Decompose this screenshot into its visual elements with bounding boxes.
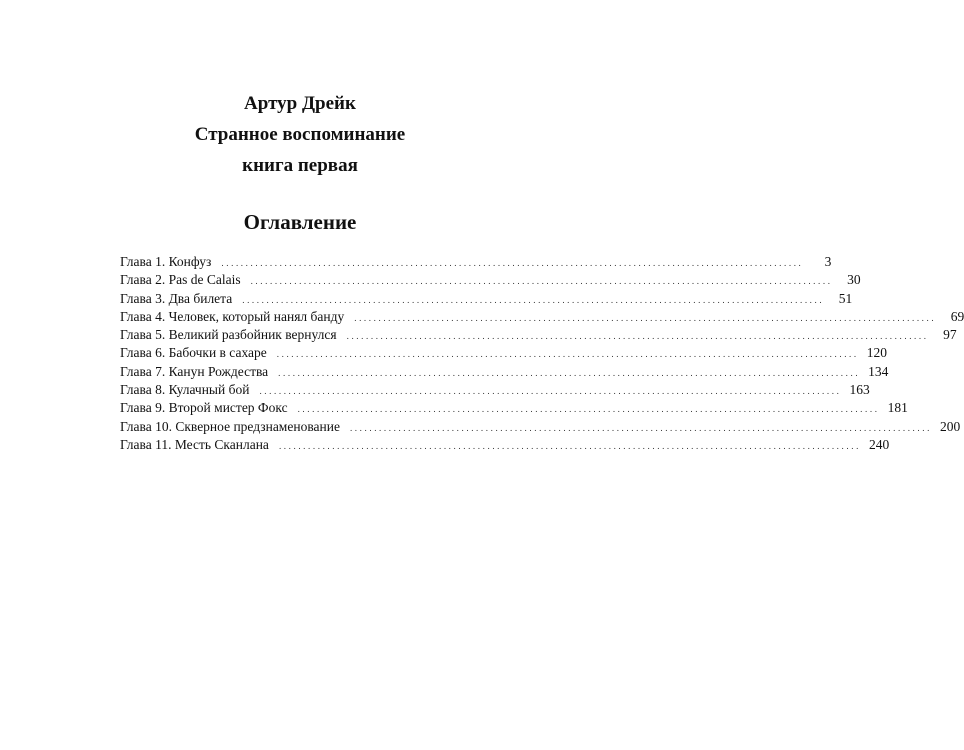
toc-entry-title: Глава 3. Два билета: [120, 290, 233, 306]
toc-entry-page: 134: [868, 363, 889, 379]
toc-entry-title: Глава 1. Конфуз: [120, 254, 212, 269]
toc-entry-title: Глава 10. Скверное предзнаменование: [120, 418, 340, 434]
toc-entry: [120, 345, 887, 363]
toc-entry: [120, 254, 832, 272]
toc-entry-title: Глава 9. Второй мистер Фокс: [120, 400, 288, 416]
toc-entry-title: Глава 4. Человек, который нанял банду: [120, 308, 345, 324]
author-name: Артур Дрейк: [244, 93, 356, 114]
toc-entry: [120, 400, 908, 418]
toc-entry-title: Глава 11. Месть Сканлана: [120, 436, 269, 452]
toc-leader-dots: ........................................................................................................................: [346, 331, 929, 342]
title-block: [0, 88, 600, 181]
toc-entry-page: 240: [868, 436, 890, 452]
toc-entry: [120, 382, 870, 400]
toc-entry: [120, 290, 853, 309]
toc-entry-page: 200: [939, 418, 961, 434]
toc-leader-dots: ........................................................................................................................: [250, 276, 833, 287]
toc-leader-dots: ........................................................................................................................: [297, 404, 880, 415]
toc-leader-dots: ........................................................................................................................: [276, 349, 859, 360]
toc-entry-title: Глава 5. Великий разбойник вернулся: [120, 327, 337, 343]
toc-entry-page: 3: [824, 254, 832, 269]
book-subtitle: книга первая: [242, 155, 358, 176]
toc-entry-page: 97: [943, 327, 957, 343]
toc-entry-page: 51: [838, 290, 853, 306]
toc-entry-page: 69: [950, 308, 964, 324]
toc-leader-dots: ........................................................................................................................: [221, 258, 804, 268]
toc-leader-dots: ........................................................................................................................: [349, 422, 932, 433]
toc-leader-dots: ........................................................................................................................: [278, 367, 861, 378]
toc-entry: [120, 363, 889, 382]
book-title: Странное воспоминание: [194, 124, 406, 145]
toc-entry-page: 181: [887, 400, 908, 416]
toc-heading: Оглавление: [243, 210, 357, 234]
toc-entry-page: 30: [847, 272, 861, 288]
toc-entry-title: Глава 6. Бабочки в сахаре: [120, 345, 267, 361]
toc-entry: [120, 308, 964, 327]
toc-leader-dots: ........................................................................................................................: [278, 440, 861, 451]
toc-entry: [120, 272, 861, 290]
toc-entry-title: Глава 2. Pas de Calais: [120, 272, 241, 288]
toc-entry: [120, 436, 890, 455]
toc-leader-dots: ........................................................................................................................: [242, 294, 825, 305]
toc-entry-title: Глава 8. Кулачный бой: [120, 382, 250, 398]
toc-entry: [120, 327, 957, 345]
toc-leader-dots: ........................................................................................................................: [259, 386, 842, 397]
toc-entry-title: Глава 7. Канун Рождества: [120, 363, 269, 379]
toc-entry: [120, 418, 961, 437]
toc-entry-page: 120: [866, 345, 887, 361]
toc-leader-dots: ........................................................................................................................: [354, 312, 937, 323]
table-of-contents: [120, 254, 964, 455]
toc-entry-page: 163: [849, 382, 870, 398]
